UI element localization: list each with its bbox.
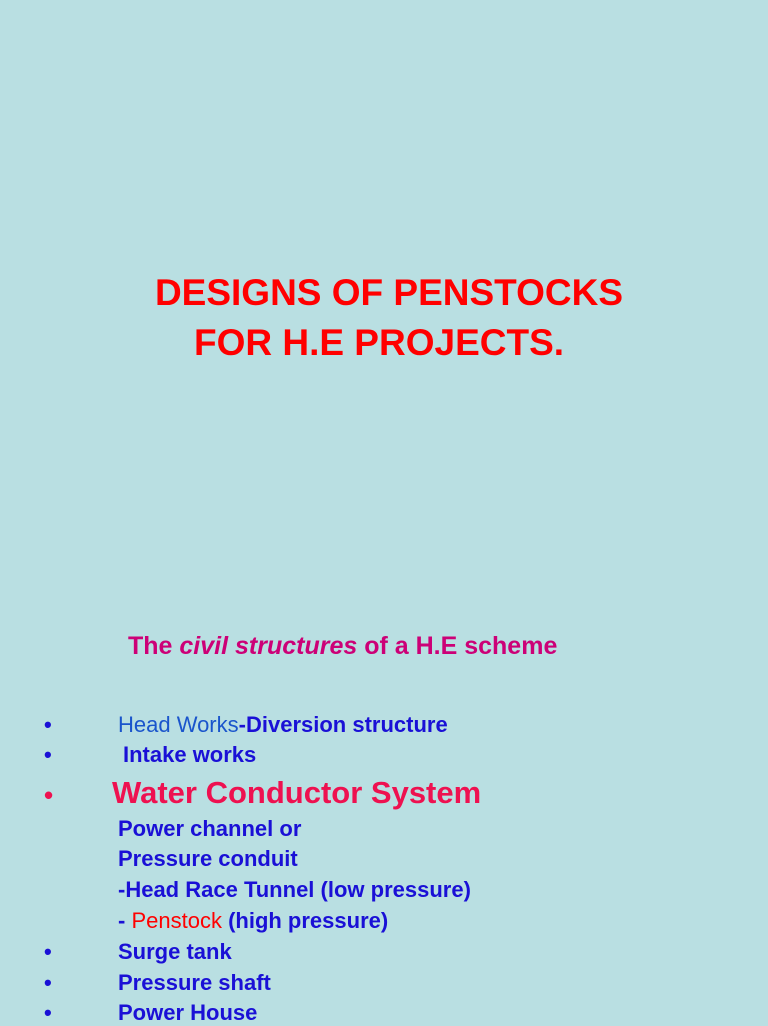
list-item-surge-tank: Surge tank [118, 939, 232, 964]
list-item-head-race-tunnel: -Head Race Tunnel (low pressure) [118, 877, 471, 902]
penstock-label: Penstock [131, 908, 222, 933]
subtitle-suffix: of a H.E scheme [364, 632, 558, 660]
head-works-rest: -Diversion structure [238, 712, 448, 737]
penstock-dash: - [118, 908, 132, 933]
bullet: • [44, 939, 52, 964]
list-item-pressure-shaft: Pressure shaft [118, 970, 271, 995]
list-item-intake: Intake works [123, 742, 257, 767]
page-title [0, 268, 768, 368]
bullet: • [44, 712, 52, 737]
list-item-pressure-conduit: Pressure conduit [118, 846, 298, 871]
subtitle-prefix: The [128, 632, 173, 660]
list-item-power-channel: Power channel or [118, 816, 302, 841]
bullet: • [44, 780, 54, 810]
list-item-penstock [118, 908, 388, 934]
subtitle-emphasis: civil structures [179, 632, 358, 660]
bullet: • [44, 970, 52, 995]
penstock-rest: (high pressure) [221, 908, 389, 933]
title-line-2: FOR H.E PROJECTS. [193, 322, 565, 363]
bullet: • [44, 742, 52, 767]
list-item-head-works [118, 712, 448, 738]
title-line-1: DESIGNS OF PENSTOCKS [154, 272, 624, 313]
list-item-power-house: Power House [118, 1000, 258, 1025]
list-item-water-conductor-system: Water Conductor System [112, 775, 482, 810]
section-subtitle [128, 632, 557, 661]
bullet: • [44, 1000, 52, 1025]
head-works-label: Head Works [118, 712, 239, 737]
